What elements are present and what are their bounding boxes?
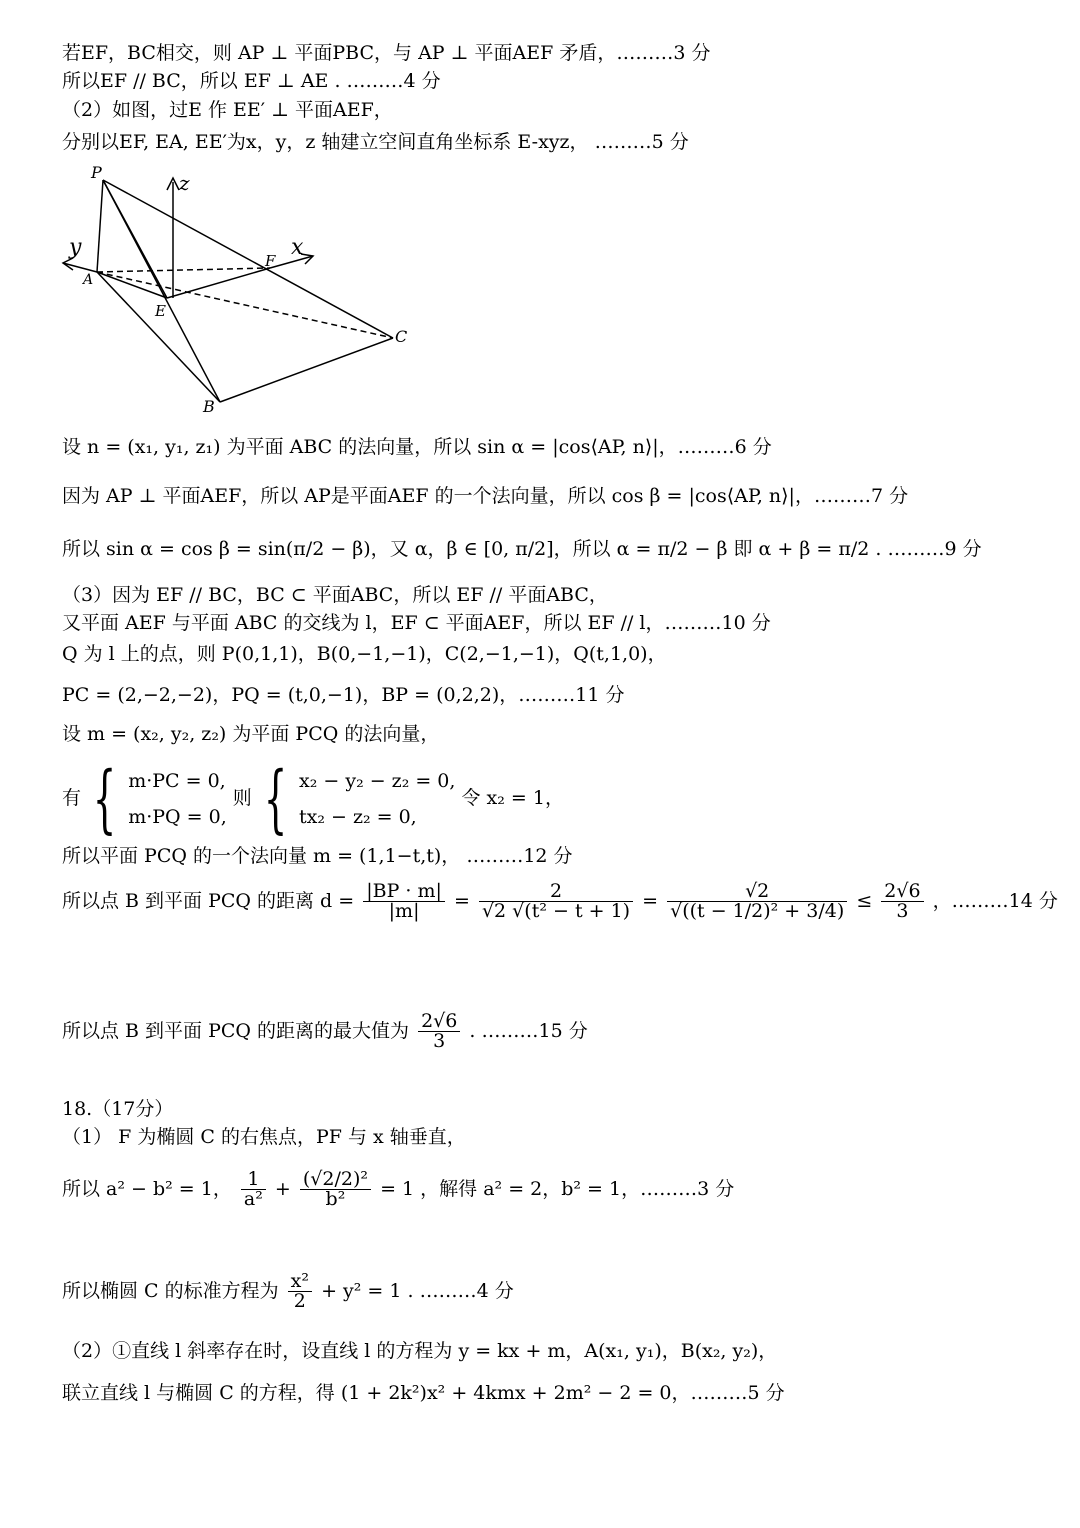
edge-AB xyxy=(97,272,220,402)
leq-sign: ≤ xyxy=(856,890,873,912)
line-15-distance: 所以点 B 到平面 PCQ 的距离 d = $\frac{|BP \cdot m|}{|m|}$ = $\frac{2}{\text{√2 √(t² − t + 1)}}$ = $\frac{√2}{\text{√((t − 1/2)² + 3/4)}}$ ≤ $\frac{2√6}{3}$ ，………14 分 xyxy=(62,880,1058,922)
line-8: （3）因为 EF // BC，BC ⊂ 平面ABC，所以 EF // 平面ABC， xyxy=(62,584,608,606)
let-x2: 令 x₂ = 1， xyxy=(461,787,564,809)
system-scalar xyxy=(299,763,455,835)
frac-2-num: 2 xyxy=(479,882,633,902)
frac-4-num: 2√6 xyxy=(881,882,923,902)
eq-scalar-2: tx₂ − z₂ = 0, xyxy=(299,806,417,828)
axis-y xyxy=(63,263,97,272)
label-F: F xyxy=(265,252,276,270)
edge-EF xyxy=(167,268,270,298)
line-18: （1） F 为椭圆 C 的右焦点，PF 与 x 轴垂直， xyxy=(62,1126,466,1148)
frac-sqrt2-b2-num: (√2/2)² xyxy=(300,1170,371,1190)
label-A: A xyxy=(83,272,94,288)
frac-1-a2-num: 1 xyxy=(241,1170,266,1190)
frac-4-den: 3 xyxy=(896,900,909,922)
eq-scalar-1: x₂ − y₂ − z₂ = 0, xyxy=(299,770,456,792)
a2-b2: 所以 a² − b² = 1， xyxy=(62,1178,232,1200)
line-19: 所以 a² − b² = 1， $\frac{1}{\text{a²}}$ + $\frac{\text{(√2/2)²}}{\text{b²}}$ = 1 ，解得 a² = 2，b² = 1，………3 分 xyxy=(62,1168,735,1210)
geometry-figure xyxy=(55,160,425,420)
solve-result: ，解得 a² = 2，b² = 1，………3 分 xyxy=(420,1178,735,1200)
frac-3-den: √((t − 1/2)² + 3/4) xyxy=(670,900,845,922)
line-21: （2）①直线 l 斜率存在时，设直线 l 的方程为 y = kx + m，A(x₁, y₁)，B(x₂, y₂)， xyxy=(62,1340,778,1362)
ellipse-rest: + y² = 1 . ………4 分 xyxy=(321,1280,514,1302)
frac-max xyxy=(418,1012,460,1051)
frac-x2-2-den: 2 xyxy=(293,1290,306,1312)
edge-BC xyxy=(220,338,393,402)
label-E: E xyxy=(155,302,166,320)
line-9: 又平面 AEF 与平面 ABC 的交线为 l，EF ⊂ 平面AEF，所以 EF // l，………10 分 xyxy=(62,612,771,634)
left-brace: { xyxy=(92,756,117,842)
line-16 xyxy=(62,1012,588,1051)
frac-4 xyxy=(881,882,923,921)
frac-x2-2-num: x² xyxy=(288,1272,312,1292)
frac-1 xyxy=(363,882,445,921)
left-brace-2: { xyxy=(263,756,288,842)
frac-max-den: 3 xyxy=(433,1030,446,1052)
eq-m-PQ: m·PQ = 0, xyxy=(128,806,227,828)
frac-sqrt2-b2 xyxy=(300,1170,371,1209)
word-ze: 则 xyxy=(232,787,252,809)
frac-1-num: |BP · m| xyxy=(363,882,445,902)
label-C: C xyxy=(395,327,408,346)
frac-3-num: √2 xyxy=(667,882,847,902)
line-14: 所以平面 PCQ 的一个法向量 m = (1,1−t,t)， ………12 分 xyxy=(62,845,573,867)
edge-PB xyxy=(103,180,220,402)
distance-intro: 所以点 B 到平面 PCQ 的距离 d = xyxy=(62,890,355,912)
eq-one: = 1 xyxy=(380,1178,415,1200)
line-6: 因为 AP ⊥ 平面AEF，所以 AP是平面AEF 的一个法向量，所以 cos β = |cos⟨AP, n⟩|，………7 分 xyxy=(62,485,909,507)
label-x: x xyxy=(291,235,304,260)
score-14: ，………14 分 xyxy=(932,890,1058,912)
word-you: 有 xyxy=(62,787,82,809)
line-10: Q 为 l 上的点，则 P(0,1,1)，B(0,−1,−1)，C(2,−1,−1)，Q(t,1,0)， xyxy=(62,643,667,665)
frac-1-a2-den: a² xyxy=(243,1188,263,1210)
label-P: P xyxy=(91,163,102,182)
problem-18-title: 18.（17分） xyxy=(62,1098,174,1120)
frac-max-num: 2√6 xyxy=(418,1012,460,1032)
frac-1-den: |m| xyxy=(388,900,420,922)
line-13-system xyxy=(62,756,564,842)
line-12: 设 m = (x₂, y₂, z₂) 为平面 PCQ 的法向量， xyxy=(62,723,440,745)
frac-x2-2 xyxy=(288,1272,312,1311)
frac-sqrt2-b2-den: b² xyxy=(325,1188,346,1210)
label-B: B xyxy=(203,397,215,416)
frac-2 xyxy=(479,882,633,921)
line-4: 分别以EF, EA, EE′为x，y，z 轴建立空间直角坐标系 E-xyz， ………5 分 xyxy=(62,131,689,153)
line-2: 所以EF // BC，所以 EF ⊥ AE . ………4 分 xyxy=(62,70,441,92)
system-vector xyxy=(128,763,227,835)
edge-PA xyxy=(97,180,103,272)
line-7: 所以 sin α = cos β = sin(π/2 − β)，又 α，β ∈ [0, π/2]，所以 α = π/2 − β 即 α + β = π/2 . ………9 分 xyxy=(62,538,982,560)
label-z: z xyxy=(179,171,190,195)
line-22: 联立直线 l 与椭圆 C 的方程，得 (1 + 2k²)x² + 4kmx + 2m² − 2 = 0，………5 分 xyxy=(62,1382,785,1404)
label-y: y xyxy=(69,235,82,260)
score-15: . ………15 分 xyxy=(469,1020,588,1042)
frac-1-a2 xyxy=(241,1170,266,1209)
line-5: 设 n = (x₁, y₁, z₁) 为平面 ABC 的法向量，所以 sin α = |cos⟨AP, n⟩|，………6 分 xyxy=(62,436,772,458)
max-intro: 所以点 B 到平面 PCQ 的距离的最大值为 xyxy=(62,1020,410,1042)
ellipse-intro: 所以椭圆 C 的标准方程为 xyxy=(62,1280,279,1302)
frac-3 xyxy=(667,882,847,921)
eq-m-PC: m·PC = 0, xyxy=(128,770,226,792)
edge-AF xyxy=(97,268,270,272)
frac-2-den: √2 √(t² − t + 1) xyxy=(481,900,631,922)
line-3: （2）如图，过E 作 EE′ ⊥ 平面AEF， xyxy=(62,99,393,121)
edge-AC xyxy=(97,272,393,338)
line-20 xyxy=(62,1272,514,1311)
line-11: PC = (2,−2,−2)，PQ = (t,0,−1)，BP = (0,2,2)，………11 分 xyxy=(62,684,625,706)
line-1: 若EF，BC相交，则 AP ⊥ 平面PBC，与 AP ⊥ 平面AEF 矛盾，………3 分 xyxy=(62,42,711,64)
